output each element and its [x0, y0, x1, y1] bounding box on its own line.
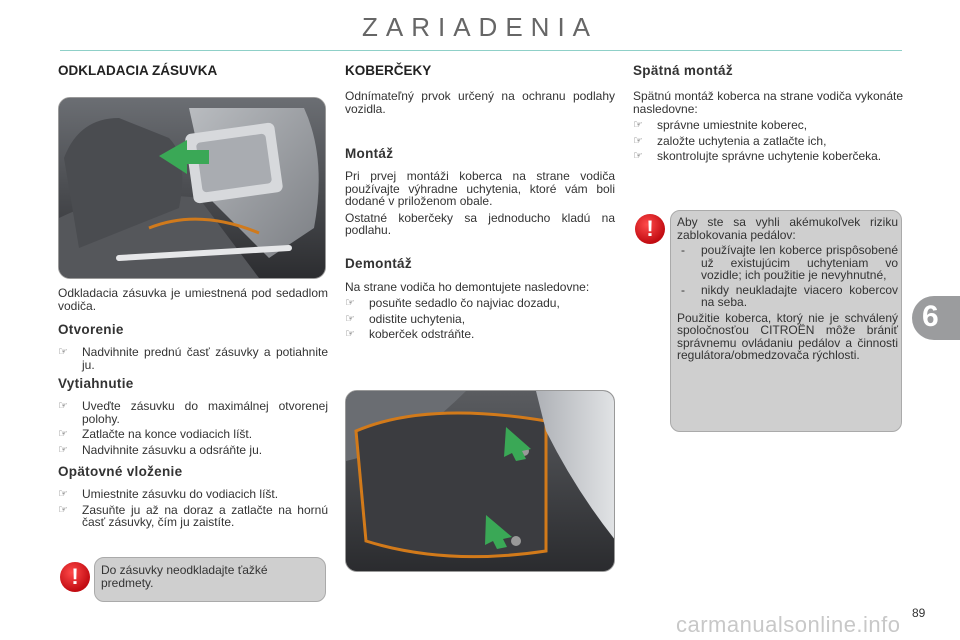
list-item: ☞ Umiestnite zásuvku do vodiacich líšt.: [58, 487, 279, 501]
section-heading-mats: KOBERČEKY: [345, 63, 432, 78]
subheading-removal-mats: Demontáž: [345, 255, 412, 271]
pointer-hand-icon: ☞: [58, 488, 68, 500]
subheading-fitting: Montáž: [345, 146, 394, 161]
drawer-caption: Odkladacia zásuvka je umiestnená pod sedadlom vodiča.: [58, 286, 328, 313]
pointer-hand-icon: ☞: [58, 400, 68, 412]
pedal-warning-outro: Použitie koberca, ktorý nie je schválený spoločnosťou CITROËN môže brániť správnemu ovládaniu pedálov a činnosti regulátora/obmedzovača rýchlosti.: [677, 310, 898, 362]
drawer-illustration: [59, 98, 326, 279]
removal-intro: Na strane vodiča ho demontujete nasledovne:: [345, 279, 590, 294]
pedal-warning-box: [670, 210, 902, 432]
pointer-hand-icon: ☞: [633, 134, 643, 147]
pointer-hand-icon: ☞: [633, 150, 643, 162]
drawer-warning-text: Do zásuvky neodkladajte ťažké predmety.: [101, 563, 268, 590]
pedal-warning-intro: Aby ste sa vyhli akémukoľvek riziku zablokovania pedálov:: [677, 215, 898, 242]
list-item: ☞ Zatlačte na konce vodiacich líšt.: [58, 427, 253, 441]
page-title: ZARIADENIA: [361, 12, 599, 42]
subheading-removal: Vytiahnutie: [58, 376, 134, 391]
warning-icon: !: [60, 562, 90, 592]
opening-list: [58, 346, 328, 371]
fitting-text-1: Pri prvej montáži koberca na strane vodiča používajte výhradne uchytenia, ktoré vám boli dodané v priloženom obale.: [345, 169, 615, 208]
list-item: ☞ Zasuňte ju až na doraz a zatlačte na hornú časť zásuvky, čím ju zaistíte.: [58, 502, 328, 529]
mats-removal-list: [345, 297, 615, 341]
list-item: ☞ odistite uchytenia,: [345, 311, 466, 326]
list-item: ☞ koberček odstráňte.: [345, 327, 475, 341]
drawer-warning-box: [94, 557, 326, 602]
mat-photo: [345, 390, 615, 572]
list-item: ☞ správne umiestnite koberec,: [633, 118, 808, 132]
list-item: - nikdy neukladajte viacero kobercov na seba.: [681, 282, 898, 309]
pointer-hand-icon: ☞: [58, 346, 68, 358]
page-number: 89: [912, 606, 926, 620]
list-item: ☞ posuňte sedadlo čo najviac dozadu,: [345, 296, 560, 310]
pedal-warning-list: [677, 244, 898, 309]
warning-icon: !: [635, 214, 665, 244]
pointer-hand-icon: ☞: [58, 443, 68, 456]
pointer-hand-icon: ☞: [345, 297, 355, 309]
list-item: ☞ založte uchytenia a zatlačte ich,: [633, 133, 827, 148]
pointer-hand-icon: ☞: [633, 119, 643, 131]
removal-list: [58, 400, 328, 456]
fitting-text-2: Ostatné koberčeky sa jednoducho kladú na podlahu.: [345, 210, 615, 237]
pointer-hand-icon: ☞: [58, 428, 68, 440]
column-storage-drawer: [58, 60, 328, 532]
refitting-intro: Spätnú montáž koberca na strane vodiča vykonáte nasledovne:: [633, 89, 903, 116]
column-refitting: [633, 60, 903, 166]
list-item: - používajte len koberce prispôsobené už existujúcim uchyteniam vo vozidle; ich použitie je nevyhnutné,: [681, 243, 898, 282]
watermark: carmanualsonline.info: [676, 612, 901, 637]
list-item: ☞ Nadvihnite zásuvku a odsráňte ju.: [58, 442, 263, 457]
column-floor-mats: [345, 60, 615, 344]
list-item: ☞ skontrolujte správne uchytenie koberčeka.: [633, 149, 882, 163]
header-divider: [60, 50, 902, 51]
chapter-number: 6: [922, 300, 939, 333]
pointer-hand-icon: ☞: [58, 503, 68, 516]
subheading-refitting: Spätná montáž: [633, 63, 733, 78]
section-heading-drawer: ODKLADACIA ZÁSUVKA: [58, 63, 218, 78]
list-item: ☞ Uveďte zásuvku do maximálnej otvorenej polohy.: [58, 399, 328, 426]
mats-intro: Odnímateľný prvok určený na ochranu podlahy vozidla.: [345, 89, 615, 116]
pointer-hand-icon: ☞: [345, 328, 355, 340]
mat-illustration: [346, 391, 615, 572]
drawer-photo: [58, 97, 326, 279]
list-item: ☞ Nadvihnite prednú časť zásuvky a potiahnite ju.: [58, 345, 328, 372]
reinsertion-list: [58, 488, 328, 529]
refitting-list: [633, 119, 903, 163]
subheading-reinsertion: Opätovné vloženie: [58, 464, 183, 479]
subheading-opening: Otvorenie: [58, 322, 124, 337]
pointer-hand-icon: ☞: [345, 312, 355, 325]
